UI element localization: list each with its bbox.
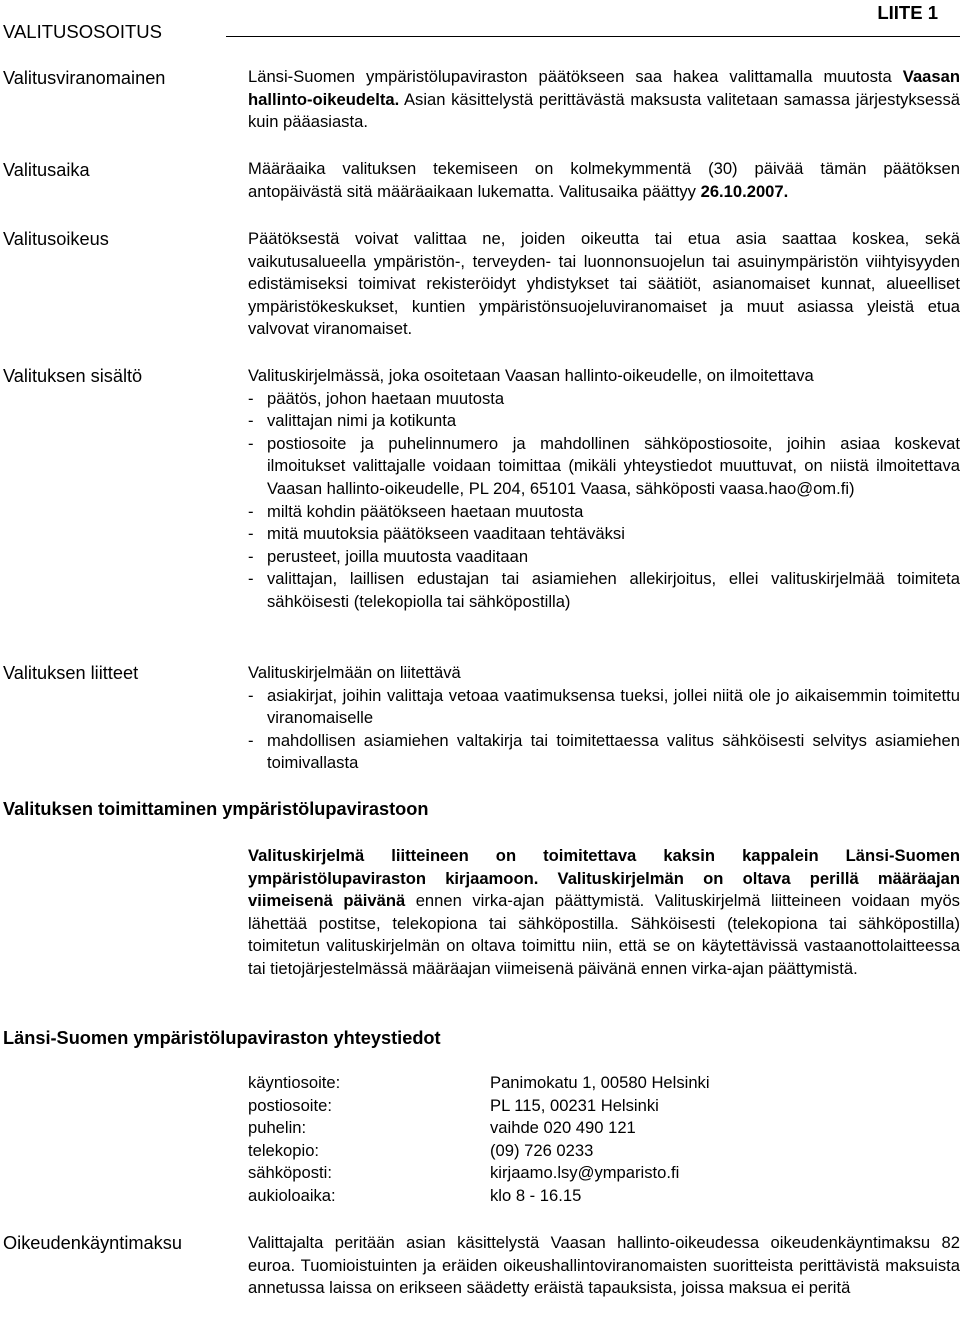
attachments-intro: Valituskirjelmään on liitettävä xyxy=(248,663,461,682)
attachments-label: Valituksen liitteet xyxy=(3,663,139,683)
list-item: - asiakirjat, joihin valittaja vetoaa vaatimuksensa tueksi, jollei niitä ole jo aikaisemmin toimitettu viranomaiselle xyxy=(248,685,960,730)
list-item: - mahdollisen asiamiehen valtakirja tai toimitettaessa valitus sähköisesti selvitys asiamiehen toimivallasta xyxy=(248,730,960,775)
content-list xyxy=(248,388,960,614)
list-item: - postiosoite ja puhelinnumero ja mahdollinen sähköpostiosoite, joihin asiaa koskevat ilmoitukset valittajalle voidaan toimittaa (mikäli yhteystiedot muuttuvat, on niistä ilmoitettava Vaasan hallinto-oikeudelle, PL 204, 65101 Vaasa, sähköposti vaasa.hao@om.fi) xyxy=(248,433,960,501)
period-end-date: 26.10.2007. xyxy=(700,181,789,201)
document-title: VALITUSOSOITUS xyxy=(3,21,162,42)
right-text: Päätöksestä voivat valittaa ne, joiden oikeutta tai etua asia saattaa koskea, sekä vaikutusalueella ympäristön-, terveyden- tai luonnonsuojelun tai asuinympäristön viihtyisyyden edistämiseksi toimivat rekisteröidyt yhdistykset tai säätiöt, asianomaiset kunnat, alueelliset ympäristökeskukset, kuntien ympäristönsuojeluviranomaiset ja muut asiassa yleistä etua valvovat viranomaiset. xyxy=(248,229,960,339)
content-section xyxy=(248,365,960,614)
right-label: Valitusoikeus xyxy=(3,229,109,249)
content-intro: Valituskirjelmässä, joka osoitetaan Vaasan hallinto-oikeudelle, on ilmoitettava xyxy=(248,366,814,385)
content-label: Valituksen sisältö xyxy=(3,366,143,386)
authority-court: Vaasan hallinto-oikeudelta. xyxy=(248,67,960,109)
contact-heading: Länsi-Suomen ympäristölupaviraston yhteystiedot xyxy=(3,1028,441,1048)
period-text: Määräaika valituksen tekemiseen on kolmekymmentä (30) päivää tämän päätöksen antopäivästä sitä määräaikaan lukematta. Valitusaika päättyy 26.10.2007. xyxy=(248,159,960,201)
list-item: - miltä kohdin päätökseen haetaan muutosta xyxy=(248,501,960,524)
list-item: - päätös, johon haetaan muutosta xyxy=(248,388,960,411)
period-label: Valitusaika xyxy=(3,160,90,180)
authority-label: Valitusviranomainen xyxy=(3,68,166,88)
fee-text: Valittajalta peritään asian käsittelystä Vaasan hallinto-oikeudessa oikeudenkäyntimaksu 82 euroa. Tuomioistuinten ja eräiden oikeushallintoviranomaisten suoritteista perittävistä maksuista annetussa laissa on erikseen säädetty eräistä tapauksista, joissa maksua ei peritä xyxy=(248,1233,960,1298)
attachments-list xyxy=(248,685,960,775)
list-item: - valittajan, laillisen edustajan tai asiamiehen allekirjoitus, ellei valituskirjelmää toimiteta sähköisesti (telekopiolla tai sähköpostilla) xyxy=(248,568,960,613)
authority-text: Länsi-Suomen ympäristölupaviraston päätökseen saa hakea valittamalla muutosta Vaasan hallinto-oikeudelta. Asian käsittelystä perittävästä maksusta valitetaan samassa järjestyksessä kuin pääasiasta. xyxy=(248,67,960,132)
delivery-heading: Valituksen toimittaminen ympäristölupavirastoon xyxy=(3,799,429,819)
fee-label: Oikeudenkäyntimaksu xyxy=(3,1233,182,1253)
delivery-text: Valituskirjelmä liitteineen on toimitettava kaksin kappalein Länsi-Suomen ympäristölupaviraston kirjaamoon. Valituskirjelmän on oltava perillä määräajan viimeisenä päivänä ennen virka-ajan päättymistä. Valituskirjelmä liitteineen voidaan myös lähettää postitse, telekopiona tai sähköpostilla. Sähköisesti (telekopiona tai sähköpostilla) toimitetun valituskirjelmän on oltava toimittu niin, että se on käytettävissä vastaanottolaitteessa tai tietojärjestelmässä määräajan viimeisenä päivänä ennen virka-ajan päättymistä. xyxy=(248,846,960,978)
header-rule xyxy=(226,36,960,37)
attachments-section xyxy=(248,662,960,775)
annex-label: LIITE 1 xyxy=(877,2,938,23)
list-item: - mitä muutoksia päätökseen vaaditaan tehtäväksi xyxy=(248,523,960,546)
list-item: - perusteet, joilla muutosta vaaditaan xyxy=(248,546,960,569)
list-item: - valittajan nimi ja kotikunta xyxy=(248,410,960,433)
